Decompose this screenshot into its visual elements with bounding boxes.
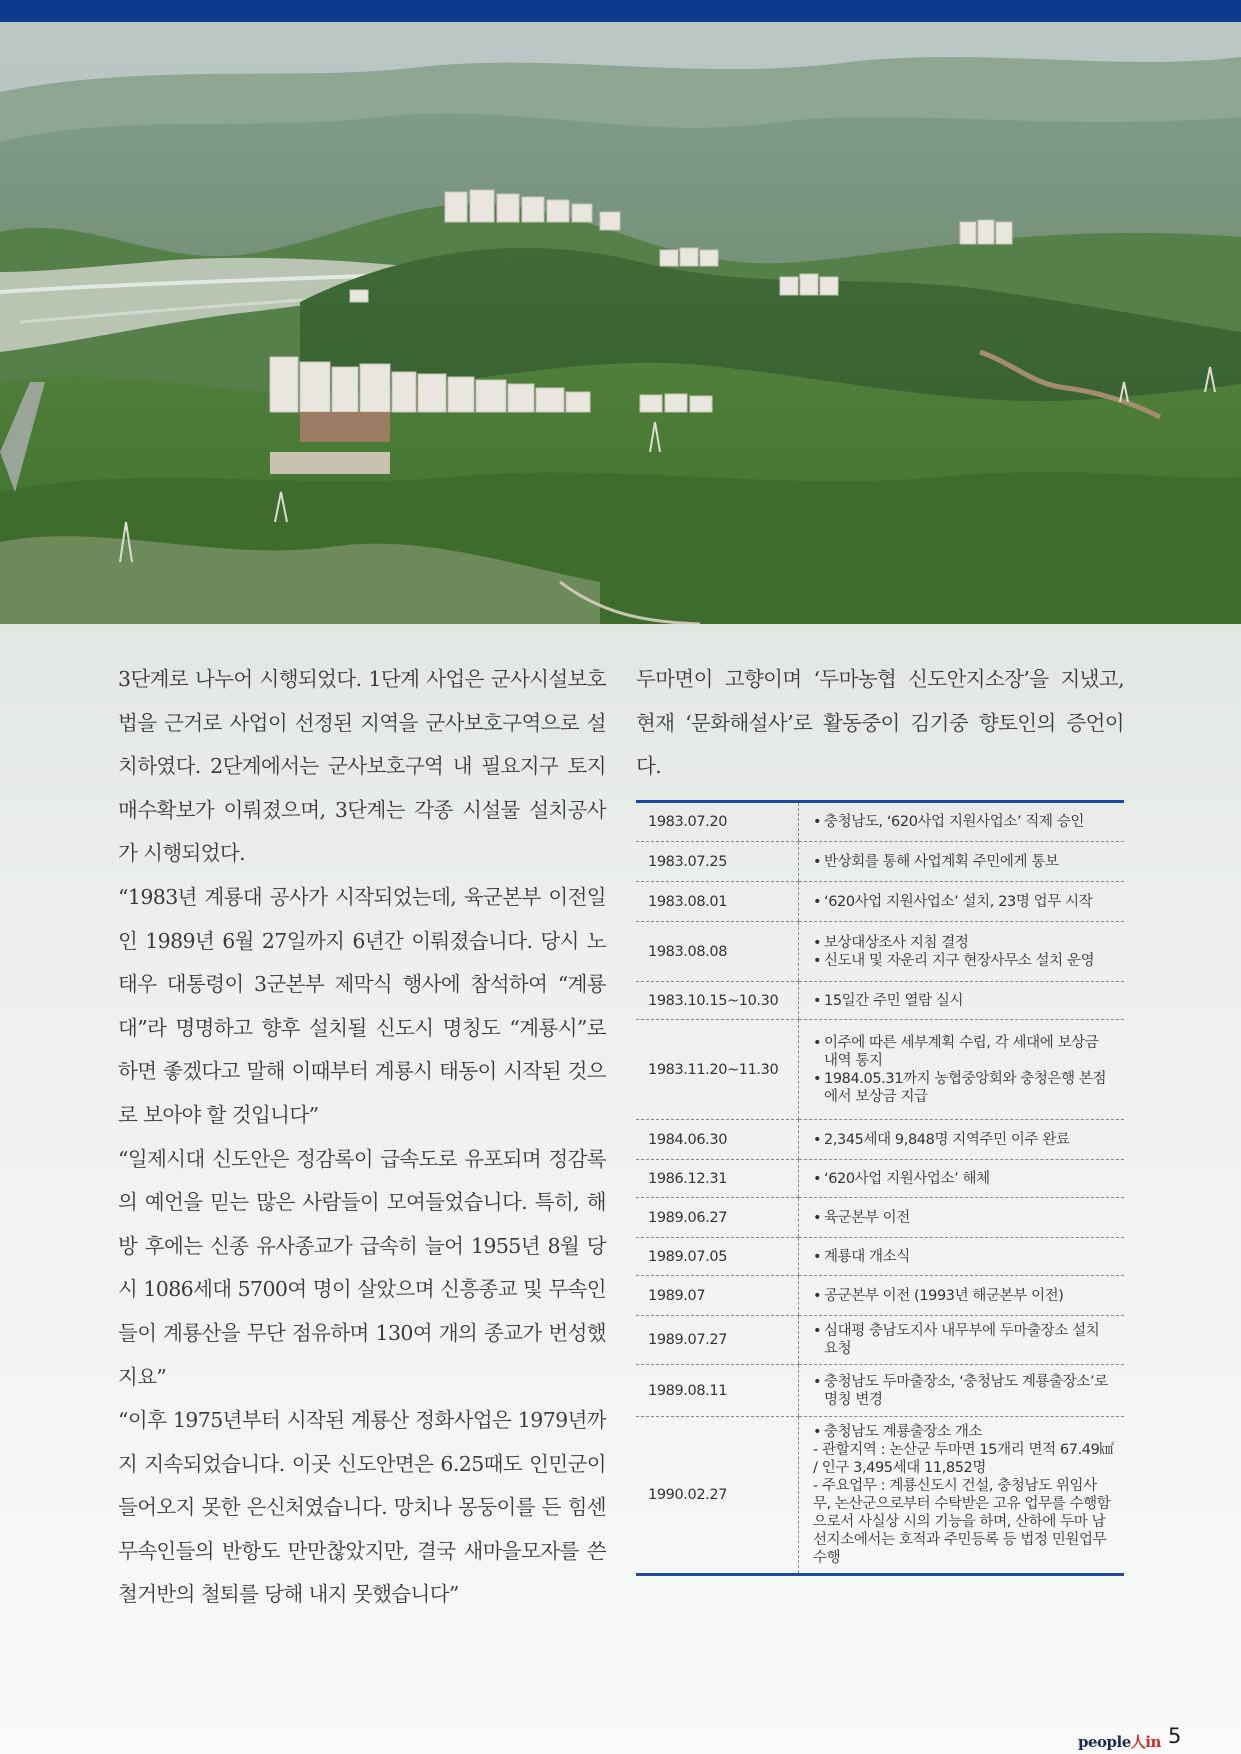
timeline-events bbox=[799, 1238, 1125, 1276]
page-number: 5 bbox=[1168, 1724, 1182, 1748]
timeline-event: • 신도내 및 자운리 지구 현장사무소 설치 운영 bbox=[813, 952, 1114, 970]
timeline-event: • ‘620사업 지원사업소’ 설치, 23명 업무 시작 bbox=[813, 893, 1114, 911]
timeline-events bbox=[799, 982, 1125, 1020]
article-paragraph: 3단계로 나누어 시행되었다. 1단계 사업은 군사시설보호법을 근거로 사업이 선정된 지역을 군사보호구역으로 설치하였다. 2단계에서는 군사보호구역 내 필요지구 토지매수확보가 이뤄졌으며, 3단계는 각종 시설물 설치공사가 시행되었다. bbox=[118, 667, 606, 866]
history-timeline-table bbox=[636, 800, 1124, 1576]
article-quote: “이후 1975년부터 시작된 계룡산 정화사업은 1979년까지 지속되었습니다. 이곳 신도안면은 6.25때도 인민군이 들어오지 못한 은신처였습니다. 망치나 몽둥이를 든 힘센 무속인들의 반항도 만만찮았지만, 결국 새마을모자를 쓴 철거반의 철퇴를 당해 내지 못했습니다” bbox=[118, 1408, 606, 1607]
timeline-date: 1983.10.15~10.30 bbox=[636, 982, 799, 1020]
timeline-date: 1989.08.11 bbox=[636, 1365, 799, 1417]
timeline-row bbox=[636, 1276, 1124, 1316]
timeline-date: 1984.06.30 bbox=[636, 1120, 799, 1160]
timeline-events bbox=[799, 922, 1125, 982]
article-quote: “일제시대 신도안은 정감록이 급속도로 유포되며 정감록의 예언을 믿는 많은 사람들이 모여들었습니다. 특히, 해방 후에는 신종 유사종교가 급속히 늘어 1955년 8월 당시 1086세대 5700여 명이 살았으며 신흥종교 및 무속인들이 계룡산을 무단 점유하며 130여 개의 종교가 번성했지요” bbox=[118, 1146, 606, 1389]
timeline-date: 1986.12.31 bbox=[636, 1160, 799, 1198]
timeline-date: 1989.07 bbox=[636, 1276, 799, 1316]
timeline-row bbox=[636, 842, 1124, 882]
timeline-event: • 심대평 충남도지사 내무부에 두마출장소 설치 요청 bbox=[813, 1322, 1114, 1358]
hero-aerial-photo bbox=[0, 22, 1241, 624]
timeline-note: - 주요업무 : 계룡신도시 건설, 충청남도 위임사무, 논산군으로부터 수탁받은 고유 업무를 수행함으로서 사실상 시의 기능을 하며, 산하에 두마 남선지소에서는 호적과 주민등록 등 법정 민원업무 수행 bbox=[813, 1478, 1111, 1566]
timeline-event: • 이주에 따른 세부계획 수립, 각 세대에 보상금 내역 통지 bbox=[813, 1034, 1114, 1070]
timeline-date: 1989.07.05 bbox=[636, 1238, 799, 1276]
timeline-event: • 계룡대 개소식 bbox=[813, 1248, 1114, 1266]
timeline-date: 1983.07.20 bbox=[636, 802, 799, 842]
timeline-events bbox=[799, 1160, 1125, 1198]
timeline-date: 1990.02.27 bbox=[648, 1487, 728, 1503]
timeline-events bbox=[799, 1276, 1125, 1316]
timeline-note: - 관할지역 : 논산군 두마면 15개리 면적 67.49㎢ / 인구 3,495세대 11,852명 bbox=[813, 1442, 1114, 1476]
timeline-date: 1989.07.27 bbox=[636, 1316, 799, 1365]
timeline-row bbox=[636, 1238, 1124, 1276]
timeline-date: 1989.06.27 bbox=[636, 1198, 799, 1238]
timeline-row bbox=[636, 1198, 1124, 1238]
timeline-row bbox=[636, 982, 1124, 1020]
article-left-column bbox=[118, 658, 606, 1617]
timeline-date: 1983.11.20~11.30 bbox=[636, 1020, 799, 1120]
timeline-events bbox=[799, 1198, 1125, 1238]
timeline-event: • 충청남도 계룡출장소 개소 bbox=[813, 1423, 1114, 1441]
magazine-logo: people人in bbox=[1078, 1733, 1161, 1751]
timeline-events bbox=[799, 802, 1125, 842]
article-right-intro: 두마면이 고향이며 ‘두마농협 신도안지소장’을 지냈고, 현재 ‘문화해설사’로 활동중이 김기중 향토인의 증언이다. bbox=[636, 667, 1124, 779]
timeline-row bbox=[636, 1160, 1124, 1198]
timeline-event: • 반상회를 통해 사업계획 주민에게 통보 bbox=[813, 853, 1114, 871]
timeline-event: • 1984.05.31까지 농협중앙회와 충청은행 본점에서 보상금 지급 bbox=[813, 1070, 1114, 1106]
timeline-row bbox=[636, 1417, 1124, 1575]
top-color-bar bbox=[0, 0, 1241, 22]
article-quote: “1983년 계룡대 공사가 시작되었는데, 육군본부 이전일인 1989년 6월 27일까지 6년간 이뤄졌습니다. 당시 노태우 대통령이 3군본부 제막식 행사에 참석하여 “계룡대”라 명명하고 향후 설치될 신도시 명칭도 “계룡시”로 하면 좋겠다고 말해 이때부터 계룡시 태동이 시작된 것으로 보아야 할 것입니다” bbox=[118, 884, 606, 1127]
timeline-events bbox=[799, 1020, 1125, 1120]
timeline-date: 1983.08.08 bbox=[636, 922, 799, 982]
timeline-events bbox=[799, 882, 1125, 922]
timeline-event: • 보상대상조사 지침 결정 bbox=[813, 934, 1114, 952]
timeline-row bbox=[636, 1120, 1124, 1160]
timeline-row bbox=[636, 802, 1124, 842]
timeline-row bbox=[636, 1316, 1124, 1365]
timeline-event: • 충청남도, ‘620사업 지원사업소’ 직제 승인 bbox=[813, 813, 1114, 831]
timeline-row bbox=[636, 1365, 1124, 1417]
timeline-event: • 충청남도 두마출장소, ‘충청남도 계룡출장소’로 명칭 변경 bbox=[813, 1373, 1114, 1409]
timeline-date: 1983.08.01 bbox=[636, 882, 799, 922]
timeline-events bbox=[799, 842, 1125, 882]
timeline-row bbox=[636, 882, 1124, 922]
timeline-events bbox=[799, 1365, 1125, 1417]
timeline-event: • 15일간 주민 열람 실시 bbox=[813, 992, 1114, 1010]
timeline-row bbox=[636, 922, 1124, 982]
timeline-event: • 공군본부 이전 (1993년 해군본부 이전) bbox=[813, 1287, 1114, 1305]
timeline-event: • 2,345세대 9,848명 지역주민 이주 완료 bbox=[813, 1131, 1114, 1149]
timeline-events bbox=[799, 1120, 1125, 1160]
timeline-events bbox=[799, 1316, 1125, 1365]
timeline-event: • ‘620사업 지원사업소’ 해체 bbox=[813, 1170, 1114, 1188]
aerial-landscape-illustration bbox=[0, 22, 1241, 624]
timeline-events bbox=[799, 1417, 1125, 1575]
timeline-row bbox=[636, 1020, 1124, 1120]
timeline-date: 1983.07.25 bbox=[636, 842, 799, 882]
timeline-event: • 육군본부 이전 bbox=[813, 1209, 1114, 1227]
